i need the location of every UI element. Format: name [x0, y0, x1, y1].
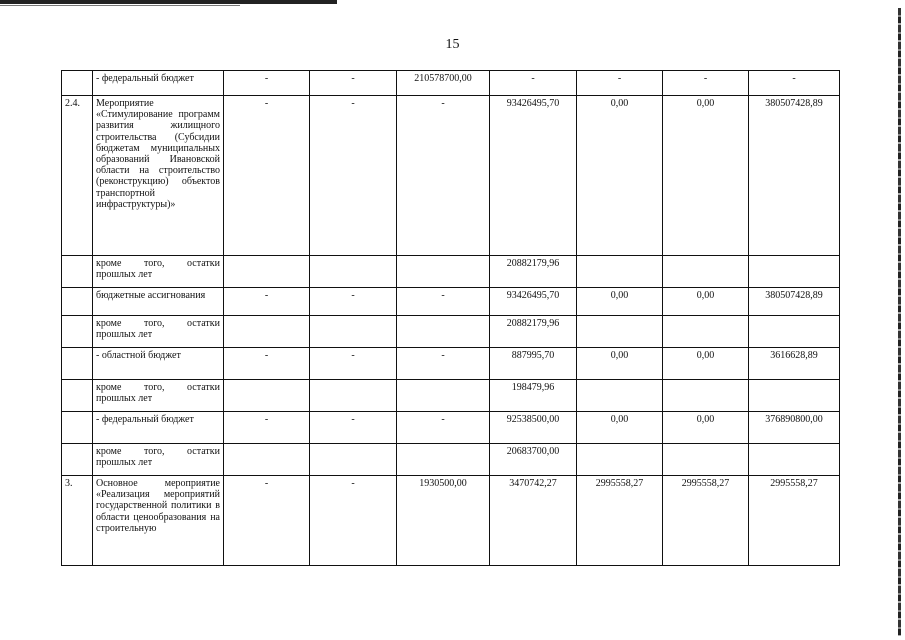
budget-table — [61, 70, 840, 566]
table-row — [62, 256, 840, 288]
value-cell: 380507428,89 — [749, 288, 840, 316]
value-cell — [663, 444, 749, 476]
description-cell: Основное мероприятие «Реализация мероприятий государственной политики в области ценообразования на строительную — [93, 476, 224, 566]
value-cell: 210578700,00 — [397, 71, 490, 96]
value-cell — [663, 256, 749, 288]
value-cell: 20882179,96 — [490, 316, 577, 348]
row-number-cell: 3. — [62, 476, 93, 566]
value-cell — [749, 256, 840, 288]
value-cell — [577, 316, 663, 348]
value-cell: 0,00 — [577, 96, 663, 256]
value-cell: - — [397, 288, 490, 316]
row-number-cell — [62, 444, 93, 476]
value-cell: - — [490, 71, 577, 96]
value-cell: 3616628,89 — [749, 348, 840, 380]
value-cell: 198479,96 — [490, 380, 577, 412]
value-cell — [577, 256, 663, 288]
value-cell: 2995558,27 — [577, 476, 663, 566]
value-cell — [310, 380, 397, 412]
table-row — [62, 476, 840, 566]
value-cell: 3470742,27 — [490, 476, 577, 566]
value-cell — [224, 380, 310, 412]
value-cell: - — [310, 412, 397, 444]
table-row — [62, 288, 840, 316]
value-cell: 1930500,00 — [397, 476, 490, 566]
value-cell: 0,00 — [577, 412, 663, 444]
value-cell — [577, 380, 663, 412]
table-row — [62, 412, 840, 444]
description-cell: кроме того, остатки прошлых лет — [93, 256, 224, 288]
table-row — [62, 348, 840, 380]
value-cell: 380507428,89 — [749, 96, 840, 256]
description-cell: Мероприятие «Стимулирование программ развития жилищного строительства (Субсидии бюджетам муниципальных образований Ивановской области на строительство (реконструкцию) объектов транспортной инфраструктуры)» — [93, 96, 224, 256]
value-cell: - — [224, 71, 310, 96]
value-cell: 20882179,96 — [490, 256, 577, 288]
value-cell: 0,00 — [577, 348, 663, 380]
value-cell: - — [224, 476, 310, 566]
value-cell: - — [663, 71, 749, 96]
value-cell: 0,00 — [663, 96, 749, 256]
value-cell: - — [310, 476, 397, 566]
value-cell: - — [749, 71, 840, 96]
description-cell: бюджетные ассигнования — [93, 288, 224, 316]
value-cell — [397, 444, 490, 476]
value-cell: 2995558,27 — [749, 476, 840, 566]
value-cell: 0,00 — [663, 288, 749, 316]
row-number-cell — [62, 412, 93, 444]
value-cell: - — [224, 288, 310, 316]
table-row — [62, 380, 840, 412]
row-number-cell — [62, 316, 93, 348]
value-cell: - — [224, 348, 310, 380]
row-number-cell — [62, 348, 93, 380]
table-row — [62, 444, 840, 476]
value-cell — [224, 316, 310, 348]
value-cell — [663, 316, 749, 348]
description-cell: - федеральный бюджет — [93, 412, 224, 444]
description-cell: - федеральный бюджет — [93, 71, 224, 96]
value-cell: 0,00 — [663, 412, 749, 444]
description-cell: кроме того, остатки прошлых лет — [93, 444, 224, 476]
value-cell: 376890800,00 — [749, 412, 840, 444]
value-cell — [397, 316, 490, 348]
description-cell: кроме того, остатки прошлых лет — [93, 316, 224, 348]
scan-artifact-edge — [898, 8, 901, 636]
table-row — [62, 316, 840, 348]
value-cell: - — [310, 96, 397, 256]
value-cell — [310, 444, 397, 476]
value-cell: 93426495,70 — [490, 96, 577, 256]
scan-artifact-top — [0, 0, 337, 4]
value-cell: 0,00 — [577, 288, 663, 316]
value-cell — [577, 444, 663, 476]
value-cell: 93426495,70 — [490, 288, 577, 316]
value-cell: - — [397, 412, 490, 444]
value-cell — [663, 380, 749, 412]
row-number-cell — [62, 380, 93, 412]
value-cell: - — [224, 96, 310, 256]
value-cell: - — [577, 71, 663, 96]
value-cell: 887995,70 — [490, 348, 577, 380]
value-cell: - — [310, 71, 397, 96]
value-cell — [397, 380, 490, 412]
value-cell — [224, 256, 310, 288]
table-row — [62, 96, 840, 256]
value-cell — [749, 380, 840, 412]
value-cell — [310, 256, 397, 288]
value-cell: 2995558,27 — [663, 476, 749, 566]
value-cell: 20683700,00 — [490, 444, 577, 476]
value-cell: 92538500,00 — [490, 412, 577, 444]
value-cell: - — [310, 348, 397, 380]
value-cell: - — [224, 412, 310, 444]
row-number-cell — [62, 71, 93, 96]
description-cell: кроме того, остатки прошлых лет — [93, 380, 224, 412]
row-number-cell: 2.4. — [62, 96, 93, 256]
value-cell — [397, 256, 490, 288]
scan-artifact-top-thin — [0, 5, 240, 6]
page-number: 15 — [445, 37, 460, 52]
row-number-cell — [62, 256, 93, 288]
value-cell: 0,00 — [663, 348, 749, 380]
value-cell — [310, 316, 397, 348]
table-row — [62, 71, 840, 96]
row-number-cell — [62, 288, 93, 316]
value-cell — [749, 444, 840, 476]
value-cell: - — [397, 348, 490, 380]
description-cell: - областной бюджет — [93, 348, 224, 380]
value-cell: - — [310, 288, 397, 316]
value-cell — [749, 316, 840, 348]
value-cell — [224, 444, 310, 476]
value-cell: - — [397, 96, 490, 256]
